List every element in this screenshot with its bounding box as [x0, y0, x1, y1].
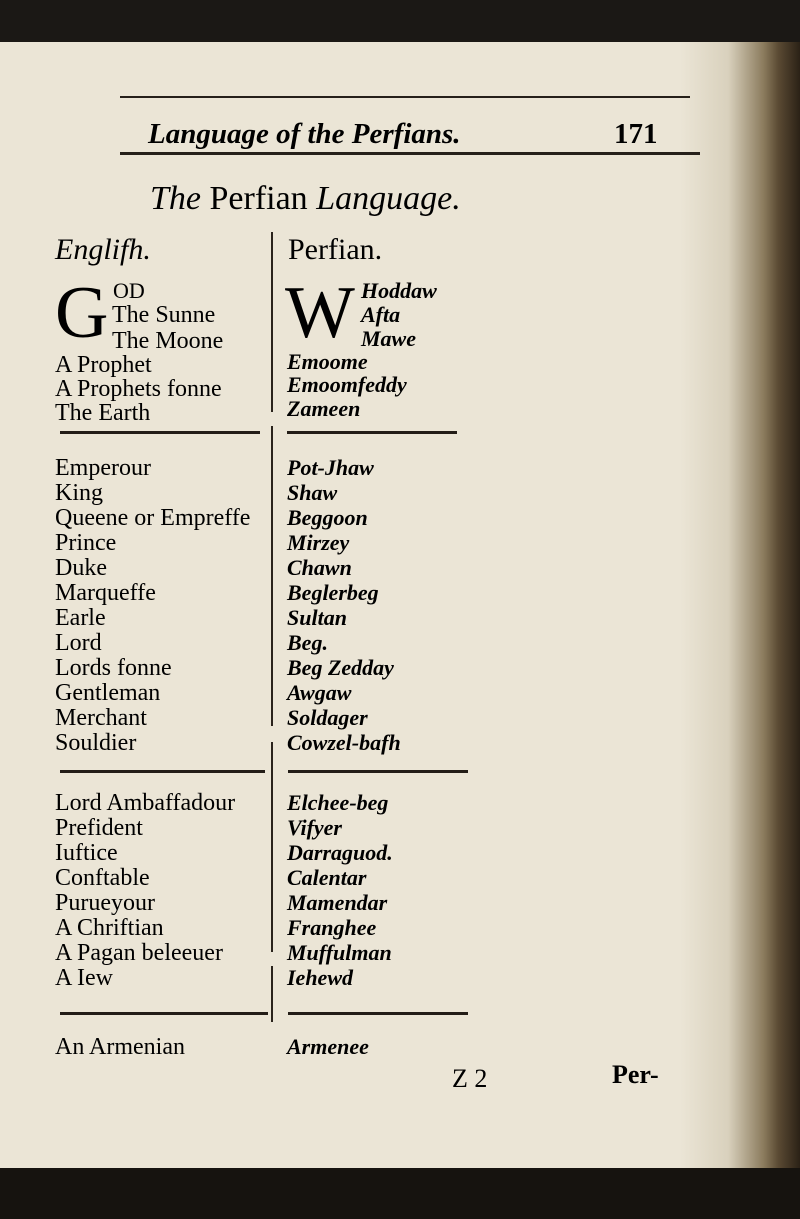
separator-rule: [288, 1012, 468, 1015]
running-title: Language of the Perfians.: [148, 118, 461, 150]
column-head-english: Englifh.: [55, 233, 151, 266]
english-entry: A Pagan beleeuer: [55, 940, 223, 966]
page-number: 171: [614, 118, 658, 150]
persian-entry: Darraguod.: [287, 840, 393, 865]
english-entry: Merchant: [55, 705, 147, 731]
page-gutter-shadow: [680, 42, 800, 1177]
english-entry: King: [55, 480, 103, 506]
english-entry: The Moone: [112, 328, 224, 354]
signature-mark: Z 2: [452, 1064, 488, 1093]
english-entry: A Prophets fonne: [55, 376, 222, 402]
persian-entry: Beg.: [287, 630, 328, 655]
english-entry: A Prophet: [55, 352, 152, 378]
english-entry: OD: [113, 278, 145, 303]
english-drop-cap: G: [55, 272, 109, 354]
english-entry: Prefident: [55, 815, 143, 841]
header-top-rule: [120, 96, 690, 98]
english-entry: The Earth: [55, 400, 151, 426]
english-entry: Lord: [55, 630, 102, 656]
persian-entry: Muffulman: [287, 940, 392, 965]
title-italic: Language.: [316, 180, 461, 217]
persian-entry: Iehewd: [287, 965, 353, 990]
persian-entry: Mawe: [361, 326, 416, 351]
english-entry: Earle: [55, 605, 106, 631]
english-entry: Marqueffe: [55, 580, 156, 606]
column-head-persian: Perfian.: [288, 233, 383, 266]
english-entry: Conftable: [55, 865, 150, 891]
english-entry: Queene or Empreffe: [55, 505, 251, 531]
separator-rule: [60, 431, 260, 434]
persian-entry: Zameen: [287, 396, 361, 421]
english-entry: Iuftice: [55, 840, 118, 866]
catchword: Per-: [612, 1060, 659, 1089]
persian-entry: Beg Zedday: [287, 655, 394, 680]
english-entry: Lords fonne: [55, 655, 172, 681]
persian-entry: Hoddaw: [361, 278, 437, 303]
persian-entry: Pot-Jhaw: [287, 455, 374, 480]
column-divider-2: [271, 426, 273, 726]
page-edge-bottom: [0, 1168, 800, 1219]
english-entry: Purueyour: [55, 890, 155, 916]
persian-entry: Calentar: [287, 865, 367, 890]
persian-entry: Mirzey: [287, 530, 350, 555]
english-entry: A Iew: [55, 965, 113, 991]
separator-rule: [287, 431, 457, 434]
title-plain: Perfian: [201, 180, 317, 217]
persian-entry: Awgaw: [287, 680, 352, 705]
persian-entry: Beggoon: [287, 505, 368, 530]
persian-drop-cap: W: [285, 272, 355, 354]
persian-entry: Cowzel-bafh: [287, 730, 401, 755]
column-divider-1: [271, 232, 273, 412]
english-entry: Souldier: [55, 730, 137, 756]
persian-entry: Armenee: [287, 1034, 369, 1059]
title-emph: The: [150, 180, 201, 217]
english-entry: Lord Ambaffadour: [55, 790, 236, 816]
english-entry: Emperour: [55, 455, 151, 481]
header-bottom-rule: [120, 152, 700, 155]
english-entry: The Sunne: [112, 302, 216, 328]
column-divider-3: [271, 742, 273, 952]
persian-entry: Afta: [361, 302, 401, 327]
page-edge-top: [0, 0, 800, 46]
english-entry: A Chriftian: [55, 915, 164, 941]
english-entry: Prince: [55, 530, 117, 556]
persian-entry: Emoomfeddy: [287, 372, 407, 397]
persian-entry: Soldager: [287, 705, 368, 730]
english-entry: Gentleman: [55, 680, 161, 706]
separator-rule: [60, 1012, 268, 1015]
persian-entry: Vifyer: [287, 815, 342, 840]
persian-entry: Beglerbeg: [287, 580, 379, 605]
english-entry: Duke: [55, 555, 107, 581]
page-title: [150, 180, 461, 218]
persian-entry: Chawn: [287, 555, 352, 580]
column-divider-4: [271, 966, 273, 1022]
separator-rule: [60, 770, 265, 773]
persian-entry: Franghee: [287, 915, 377, 940]
persian-entry: Elchee-beg: [287, 790, 389, 815]
persian-entry: Emoome: [287, 349, 368, 374]
persian-entry: Shaw: [287, 480, 338, 505]
persian-entry: Mamendar: [287, 890, 388, 915]
english-entry: An Armenian: [55, 1034, 185, 1060]
separator-rule: [288, 770, 468, 773]
persian-entry: Sultan: [287, 605, 347, 630]
